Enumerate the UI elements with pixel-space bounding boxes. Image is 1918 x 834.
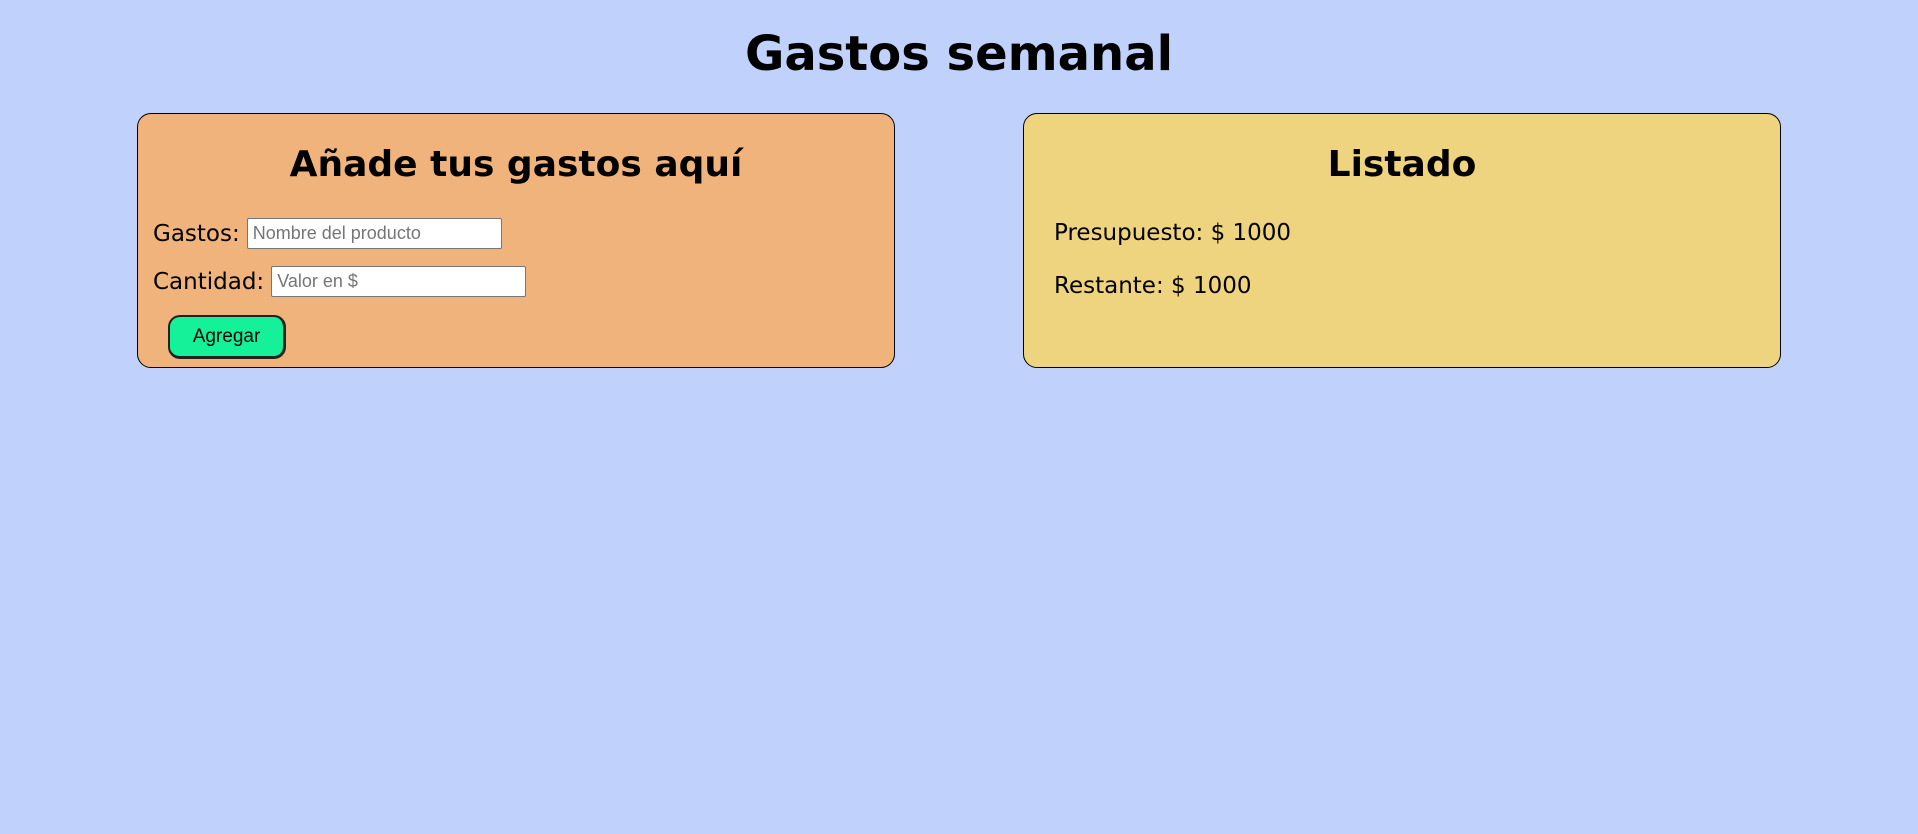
gastos-input[interactable] — [247, 218, 502, 249]
remaining-text: Restante: $ 1000 — [1054, 273, 1252, 299]
add-expense-card — [137, 113, 895, 368]
listing-card — [1023, 113, 1781, 368]
gastos-label: Gastos: — [153, 220, 240, 247]
page-title: Gastos semanal — [744, 26, 1174, 82]
listing-heading: Listado — [1327, 144, 1477, 185]
gastos-field-row — [153, 218, 502, 249]
add-expense-heading: Añade tus gastos aquí — [289, 144, 743, 185]
agregar-button[interactable]: Agregar — [168, 315, 286, 359]
cantidad-field-row — [153, 266, 526, 297]
cantidad-label: Cantidad: — [153, 268, 265, 295]
budget-text: Presupuesto: $ 1000 — [1054, 220, 1292, 246]
cantidad-input[interactable] — [271, 266, 526, 297]
